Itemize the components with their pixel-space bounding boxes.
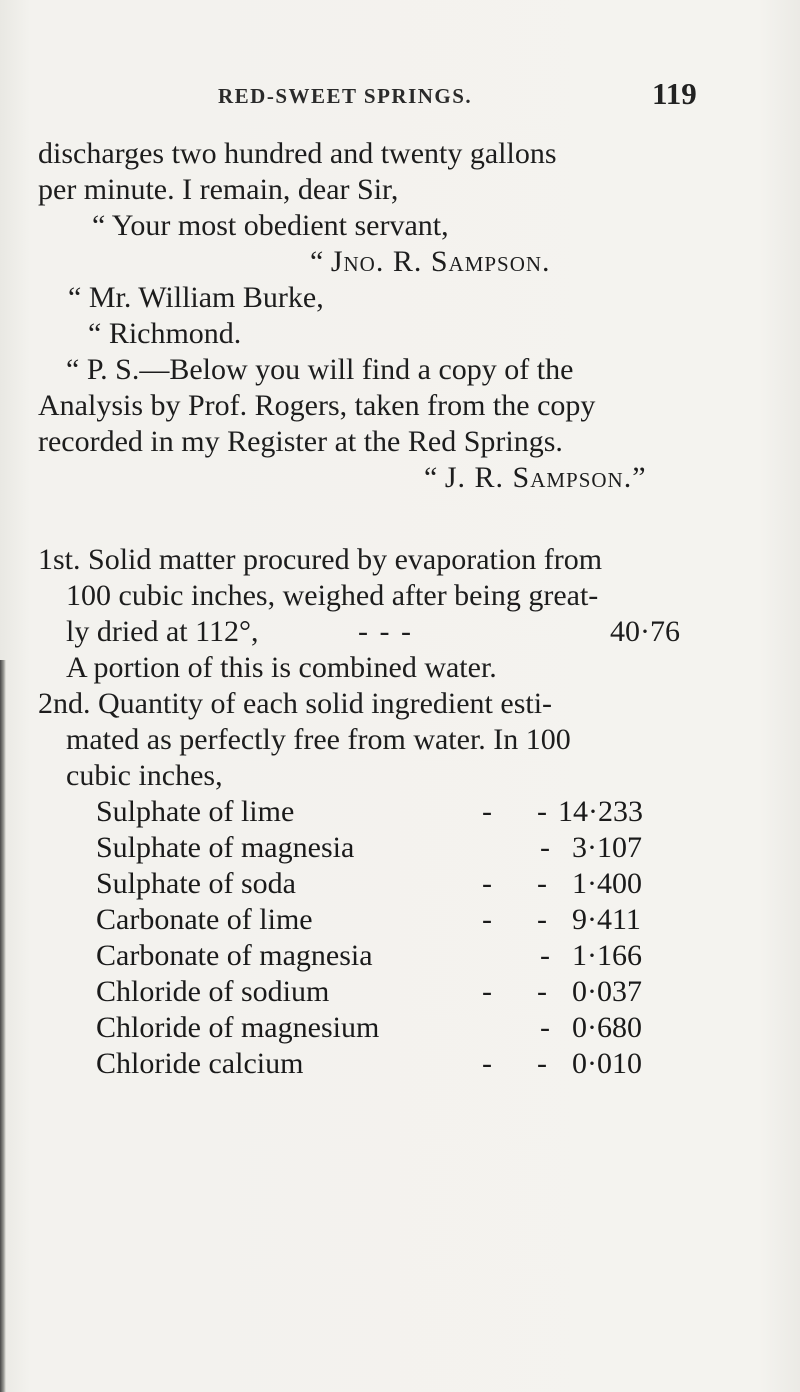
leader-dashes: - - - <box>358 615 413 648</box>
leader-dashes: - <box>540 939 550 972</box>
signature-name: J. R. Sampson.” <box>444 461 647 494</box>
postscript-signature <box>424 460 647 496</box>
letter-closing: “ Your most obedient servant, <box>92 209 449 242</box>
ingredient-value: 0·037 <box>572 975 642 1008</box>
ingredient-name: Carbonate of magnesia <box>96 939 373 972</box>
ingredient-name: Sulphate of soda <box>96 867 296 900</box>
ingredient-name: Sulphate of lime <box>96 795 295 828</box>
ingredient-value: 0·680 <box>572 1011 642 1044</box>
page-header <box>0 78 800 118</box>
signature-name: Jno. R. Sampson. <box>330 245 551 278</box>
letter-signature <box>310 244 551 280</box>
leader-dashes: - <box>540 1011 550 1044</box>
analysis-item-1 <box>66 614 259 650</box>
addressee-name: “ Mr. William Burke, <box>68 281 324 314</box>
postscript-line: “ P. S.—Below you will find a copy of the <box>66 353 574 386</box>
leader-dashes: - - <box>482 975 547 1008</box>
ingredient-name: Chloride calcium <box>96 1047 304 1080</box>
analysis-note: A portion of this is combined water. <box>66 651 497 684</box>
analysis-item-1: 100 cubic inches, weighed after being great- <box>66 579 599 612</box>
analysis-item-1: 1st. Solid matter procured by evaporation from <box>38 543 603 576</box>
analysis-item-2: cubic inches, <box>66 759 223 792</box>
ingredient-value: 9·411 <box>572 903 641 936</box>
analysis-text: ly dried at 112°, <box>66 615 259 648</box>
leader-dashes: - - <box>482 903 547 936</box>
leader-dashes: - <box>540 831 550 864</box>
signature-quote: “ <box>310 245 331 278</box>
ingredient-value: 0·010 <box>572 1047 642 1080</box>
addressee-city: “ Richmond. <box>88 317 242 350</box>
analysis-item-2: 2nd. Quantity of each solid ingredient esti- <box>38 687 553 720</box>
ingredient-value: 1·400 <box>572 867 642 900</box>
ingredient-name: Carbonate of lime <box>96 903 313 936</box>
page-number: 119 <box>652 76 697 111</box>
leader-dashes: - - <box>482 1047 547 1080</box>
ingredient-name: Chloride of sodium <box>96 975 330 1008</box>
ingredient-name: Sulphate of magnesia <box>96 831 355 864</box>
postscript-line: recorded in my Register at the Red Springs. <box>38 425 563 458</box>
analysis-item-2: mated as perfectly free from water. In 100 <box>66 723 571 756</box>
leader-dashes: - - <box>482 795 547 828</box>
leader-dashes: - - <box>482 867 547 900</box>
ingredient-name: Chloride of magnesium <box>96 1011 380 1044</box>
ingredient-value: 1·166 <box>572 939 642 972</box>
ingredient-value: 14·233 <box>558 795 643 828</box>
solid-matter-value: 40·76 <box>610 615 680 648</box>
running-head: RED-SWEET SPRINGS. <box>218 84 473 108</box>
binding-shadow <box>0 660 6 1392</box>
body-line: discharges two hundred and twenty gallons <box>38 137 557 170</box>
body-line: per minute. I remain, dear Sir, <box>38 173 399 206</box>
postscript-line: Analysis by Prof. Rogers, taken from the copy <box>38 389 596 422</box>
ingredient-value: 3·107 <box>572 831 642 864</box>
signature-quote: “ <box>424 461 445 494</box>
